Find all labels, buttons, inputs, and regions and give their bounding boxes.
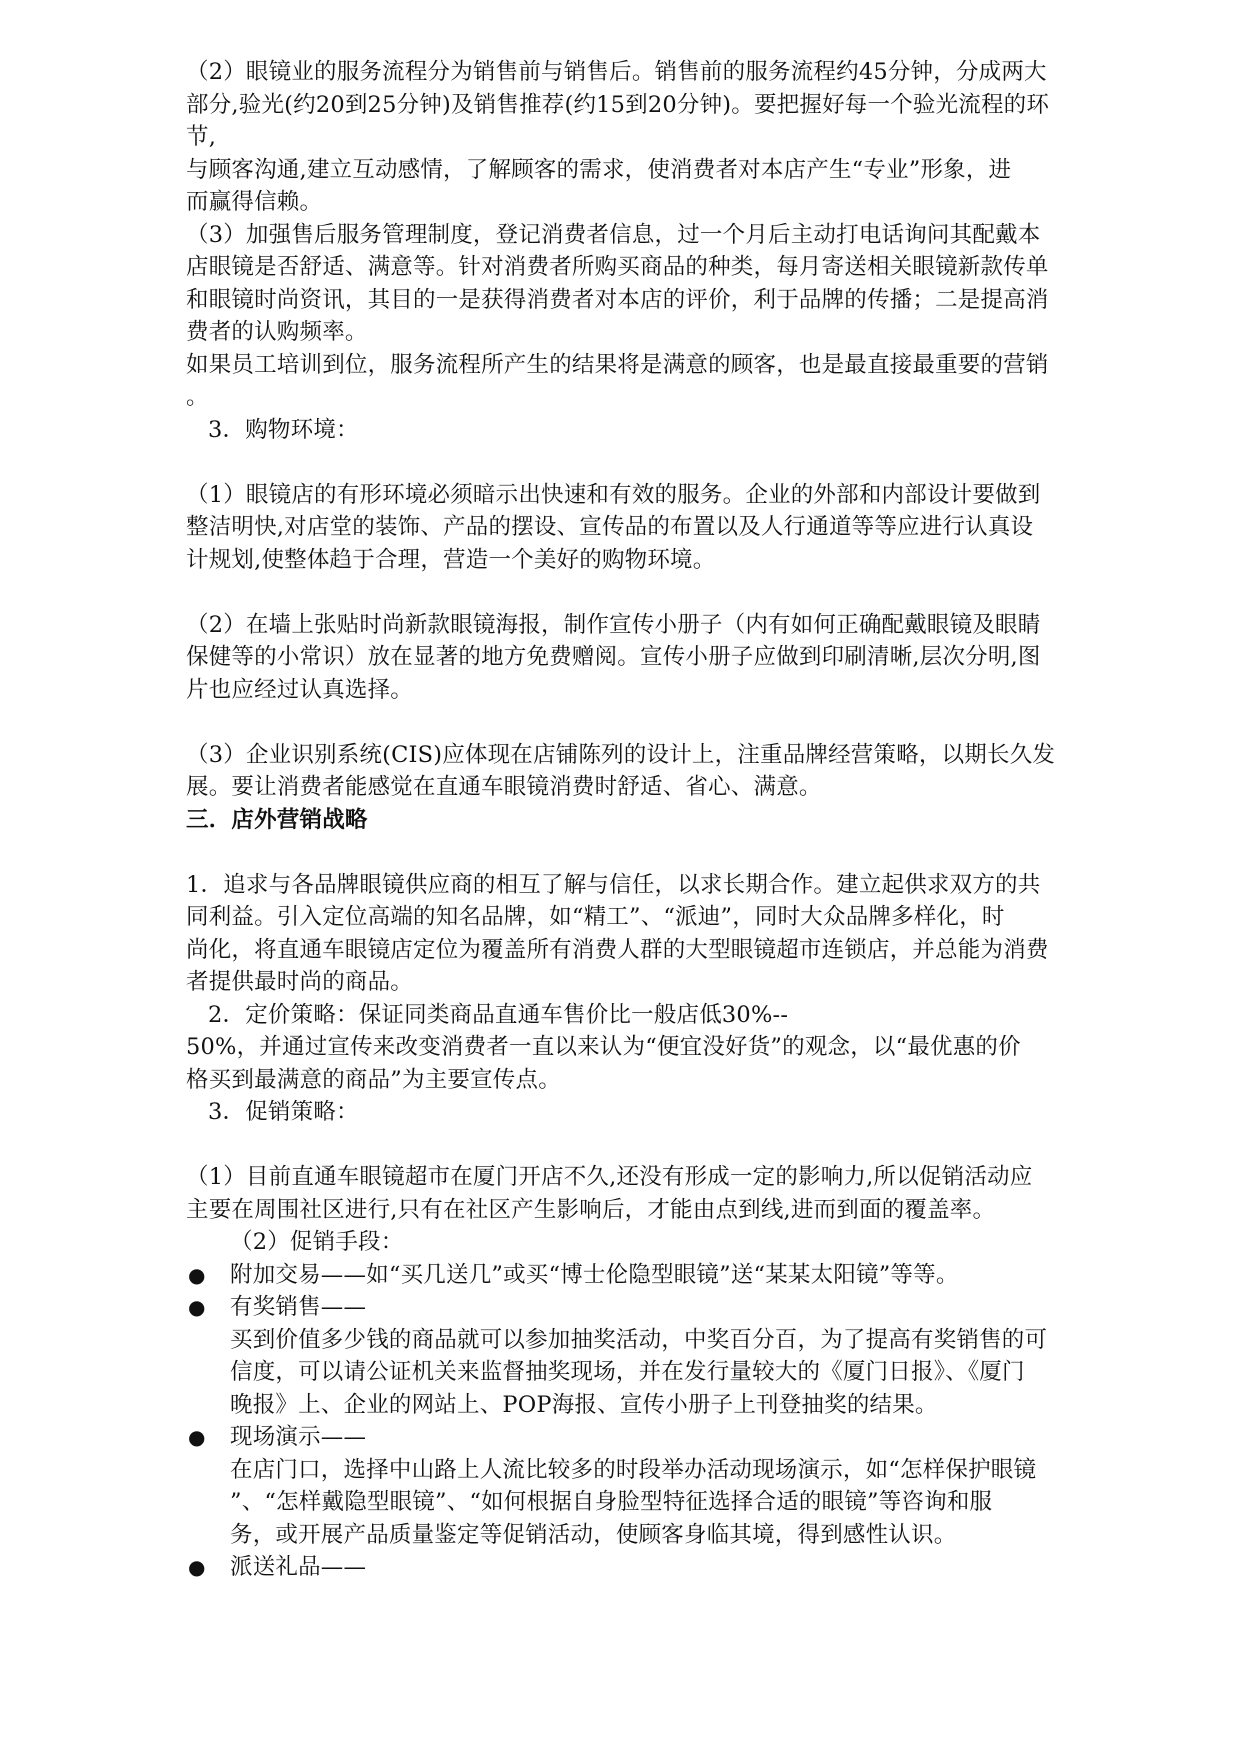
section-heading: 三．店外营销战略: [186, 806, 368, 833]
blank-line: [186, 446, 1136, 479]
paragraph-line: 整洁明快,对店堂的装饰、产品的摆设、宣传品的布置以及人行通道等等应进行认真设: [186, 514, 1034, 540]
bullet-line: 现场演示——: [230, 1424, 367, 1450]
section-subheading: 3．促销策略：: [208, 1099, 359, 1125]
paragraph-line: 计规划,使整体趋于合理，营造一个美好的购物环境。: [186, 546, 716, 573]
paragraph-line: （2）促销手段：: [230, 1229, 404, 1255]
paragraph-line: 费者的认购频率。: [186, 319, 368, 345]
bullet-icon: ●: [188, 1295, 206, 1319]
bullet-icon: ●: [188, 1425, 206, 1449]
blank-line: [186, 836, 1136, 869]
bullet-line: 晚报》上、企业的网站上、POP海报、宣传小册子上刊登抽奖的结果。: [230, 1391, 938, 1418]
paragraph-line: （1）目前直通车眼镜超市在厦门开店不久,还没有形成一定的影响力,所以促销活动应: [186, 1164, 1033, 1190]
paragraph-line: 格买到最满意的商品”为主要宣传点。: [186, 1066, 561, 1093]
paragraph-line: 。: [186, 384, 209, 410]
paragraph-line: 50%，并通过宣传来改变消费者一直以来认为“便宜没好货”的观念，以“最优惠的价: [186, 1034, 1021, 1060]
paragraph-line: 与顾客沟通,建立互动感情，了解顾客的需求，使消费者对本店产生“专业”形象，进: [186, 156, 1012, 183]
bullet-line: 买到价值多少钱的商品就可以参加抽奖活动，中奖百分百，为了提高有奖销售的可: [230, 1326, 1048, 1353]
paragraph-line: 展。要让消费者能感觉在直通车眼镜消费时舒适、省心、满意。: [186, 774, 822, 800]
bullet-line: 附加交易——如“买几送几”或买“博士伦隐型眼镜”送“某某太阳镜”等等。: [230, 1261, 959, 1288]
paragraph-line: 主要在周围社区进行,只有在社区产生影响后，才能由点到线,进而到面的覆盖率。: [186, 1196, 996, 1223]
bullet-icon: ●: [188, 1555, 206, 1579]
bullet-icon: ●: [188, 1262, 206, 1287]
paragraph-line: 节,: [186, 124, 217, 150]
bullet-line: 有奖销售——: [230, 1294, 367, 1320]
paragraph-line: （3）加强售后服务管理制度，登记消费者信息，过一个月后主动打电话询问其配戴本: [186, 221, 1041, 248]
paragraph-line: （2）眼镜业的服务流程分为销售前与销售后。销售前的服务流程约45分钟，分成两大: [186, 59, 1047, 85]
paragraph-line: 1．追求与各品牌眼镜供应商的相互了解与信任，以求长期合作。建立起供求双方的共: [186, 871, 1041, 898]
paragraph-line: 如果员工培训到位，服务流程所产生的结果将是满意的顾客，也是最直接最重要的营销: [186, 351, 1049, 378]
bullet-list-item: [186, 1259, 1136, 1292]
paragraph-line: 片也应经过认真选择。: [186, 676, 414, 703]
paragraph-line: 保健等的小常识）放在显著的地方免费赠阅。宣传小册子应做到印刷清晰,层次分明,图: [186, 644, 1041, 670]
paragraph-line: 者提供最时尚的商品。: [186, 969, 414, 995]
paragraph-line: 店眼镜是否舒适、满意等。针对消费者所购买商品的种类，每月寄送相关眼镜新款传单: [186, 254, 1049, 280]
paragraph-line: 2．定价策略：保证同类商品直通车售价比一般店低30%--: [208, 1001, 789, 1028]
document-page: [186, 56, 1136, 1584]
paragraph-line: （2）在墙上张贴时尚新款眼镜海报，制作宣传小册子（内有如何正确配戴眼镜及眼睛: [186, 611, 1041, 638]
blank-line: [186, 1129, 1136, 1162]
paragraph-line: 同利益。引入定位高端的知名品牌，如“精工”、“派迪”，同时大众品牌多样化，时: [186, 904, 1005, 930]
paragraph-line: 而赢得信赖。: [186, 189, 323, 215]
bullet-list-item: [186, 1551, 1136, 1584]
bullet-line: 派送礼品——: [230, 1554, 367, 1580]
paragraph-line: 部分,验光(约20到25分钟)及销售推荐(约15到20分钟)。要把握好每一个验光流程的环: [186, 91, 1050, 118]
bullet-list-item: [186, 1291, 1136, 1421]
section-subheading: 3．购物环境：: [208, 416, 359, 443]
bullet-line: 务，或开展产品质量鉴定等促销活动，使顾客身临其境，得到感性认识。: [230, 1521, 957, 1548]
bullet-line: 在店门口，选择中山路上人流比较多的时段举办活动现场演示，如“怎样保护眼镜: [230, 1456, 1037, 1483]
paragraph-line: （1）眼镜店的有形环境必须暗示出快速和有效的服务。企业的外部和内部设计要做到: [186, 481, 1041, 508]
bullet-line: ”、“怎样戴隐型眼镜”、“如何根据自身脸型特征选择合适的眼镜”等咨询和服: [230, 1489, 993, 1515]
bullet-line: 信度，可以请公证机关来监督抽奖现场，并在发行量较大的《厦门日报》、《厦门: [230, 1359, 1025, 1385]
bullet-list-item: [186, 1421, 1136, 1551]
paragraph-line: 尚化，将直通车眼镜店定位为覆盖所有消费人群的大型眼镜超市连锁店，并总能为消费: [186, 936, 1049, 963]
paragraph-line: （3）企业识别系统(CIS)应体现在店铺陈列的设计上，注重品牌经营策略，以期长久发: [186, 741, 1056, 768]
blank-line: [186, 706, 1136, 739]
paragraph-line: 和眼镜时尚资讯，其目的一是获得消费者对本店的评价，利于品牌的传播；二是提高消: [186, 286, 1049, 313]
blank-line: [186, 576, 1136, 609]
